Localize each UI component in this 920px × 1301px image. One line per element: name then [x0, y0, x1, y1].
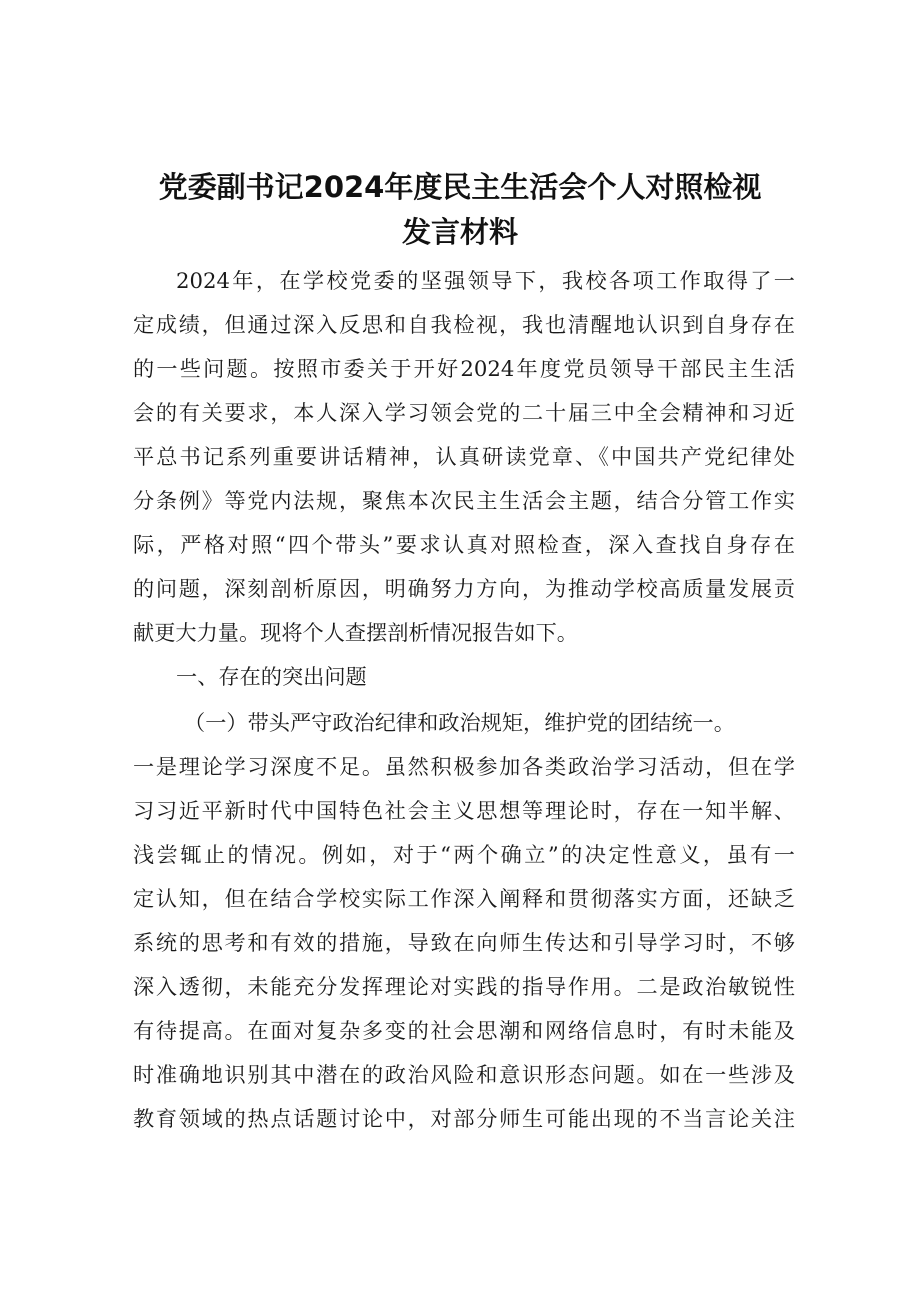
subsection-1-line-2: 习习近平新时代中国特色社会主义思想等理论时，存在一知半解、: [133, 798, 795, 823]
subsection-1-heading: （一）带头严守政治纪律和政治规矩，维护党的团结统一。: [184, 710, 735, 735]
intro-line-4: 会的有关要求，本人深入学习领会党的二十届三中全会精神和习近: [133, 400, 795, 425]
subsection-1-line-4: 定认知，但在结合学校实际工作深入阐释和贯彻落实方面，还缺乏: [133, 886, 795, 911]
intro-line-8: 的问题，深刻剖析原因，明确努力方向，为推动学校高质量发展贡: [133, 576, 795, 601]
subsection-1-line-9: 教育领域的热点话题讨论中，对部分师生可能出现的不当言论关注: [133, 1106, 795, 1131]
intro-line-3: 的一些问题。按照市委关于开好2024年度党员领导干部民主生活: [133, 356, 795, 381]
intro-line-9: 献更大力量。现将个人查摆剖析情况报告如下。: [133, 620, 578, 645]
intro-line-5: 平总书记系列重要讲话精神，认真研读党章、《中国共产党纪律处: [133, 444, 795, 469]
section-1-heading: 一、存在的突出问题: [176, 664, 367, 689]
intro-line-2: 定成绩，但通过深入反思和自我检视，我也清醒地认识到自身存在: [133, 312, 795, 337]
document-title-line-2: 发言材料: [401, 215, 518, 249]
subsection-1-line-7: 有待提高。在面对复杂多变的社会思潮和网络信息时，有时未能及: [133, 1018, 795, 1043]
subsection-1-line-8: 时准确地识别其中潜在的政治风险和意识形态问题。如在一些涉及: [133, 1062, 795, 1087]
subsection-1-line-3: 浅尝辄止的情况。例如，对于“两个确立”的决定性意义，虽有一: [133, 842, 795, 867]
intro-line-1: 2024年，在学校党委的坚强领导下，我校各项工作取得了一: [176, 268, 795, 293]
document-title-line-1: 党委副书记2024年度民主生活会个人对照检视: [158, 170, 762, 204]
subsection-1-line-6: 深入透彻，未能充分发挥理论对实践的指导作用。二是政治敏锐性: [133, 974, 795, 999]
subsection-1-line-1: 一是理论学习深度不足。虽然积极参加各类政治学习活动，但在学: [133, 754, 795, 779]
subsection-1-line-5: 系统的思考和有效的措施，导致在向师生传达和引导学习时，不够: [133, 930, 795, 955]
intro-line-6: 分条例》等党内法规，聚焦本次民主生活会主题，结合分管工作实: [133, 488, 795, 513]
intro-line-7: 际，严格对照“四个带头”要求认真对照检查，深入查找自身存在: [133, 532, 795, 557]
